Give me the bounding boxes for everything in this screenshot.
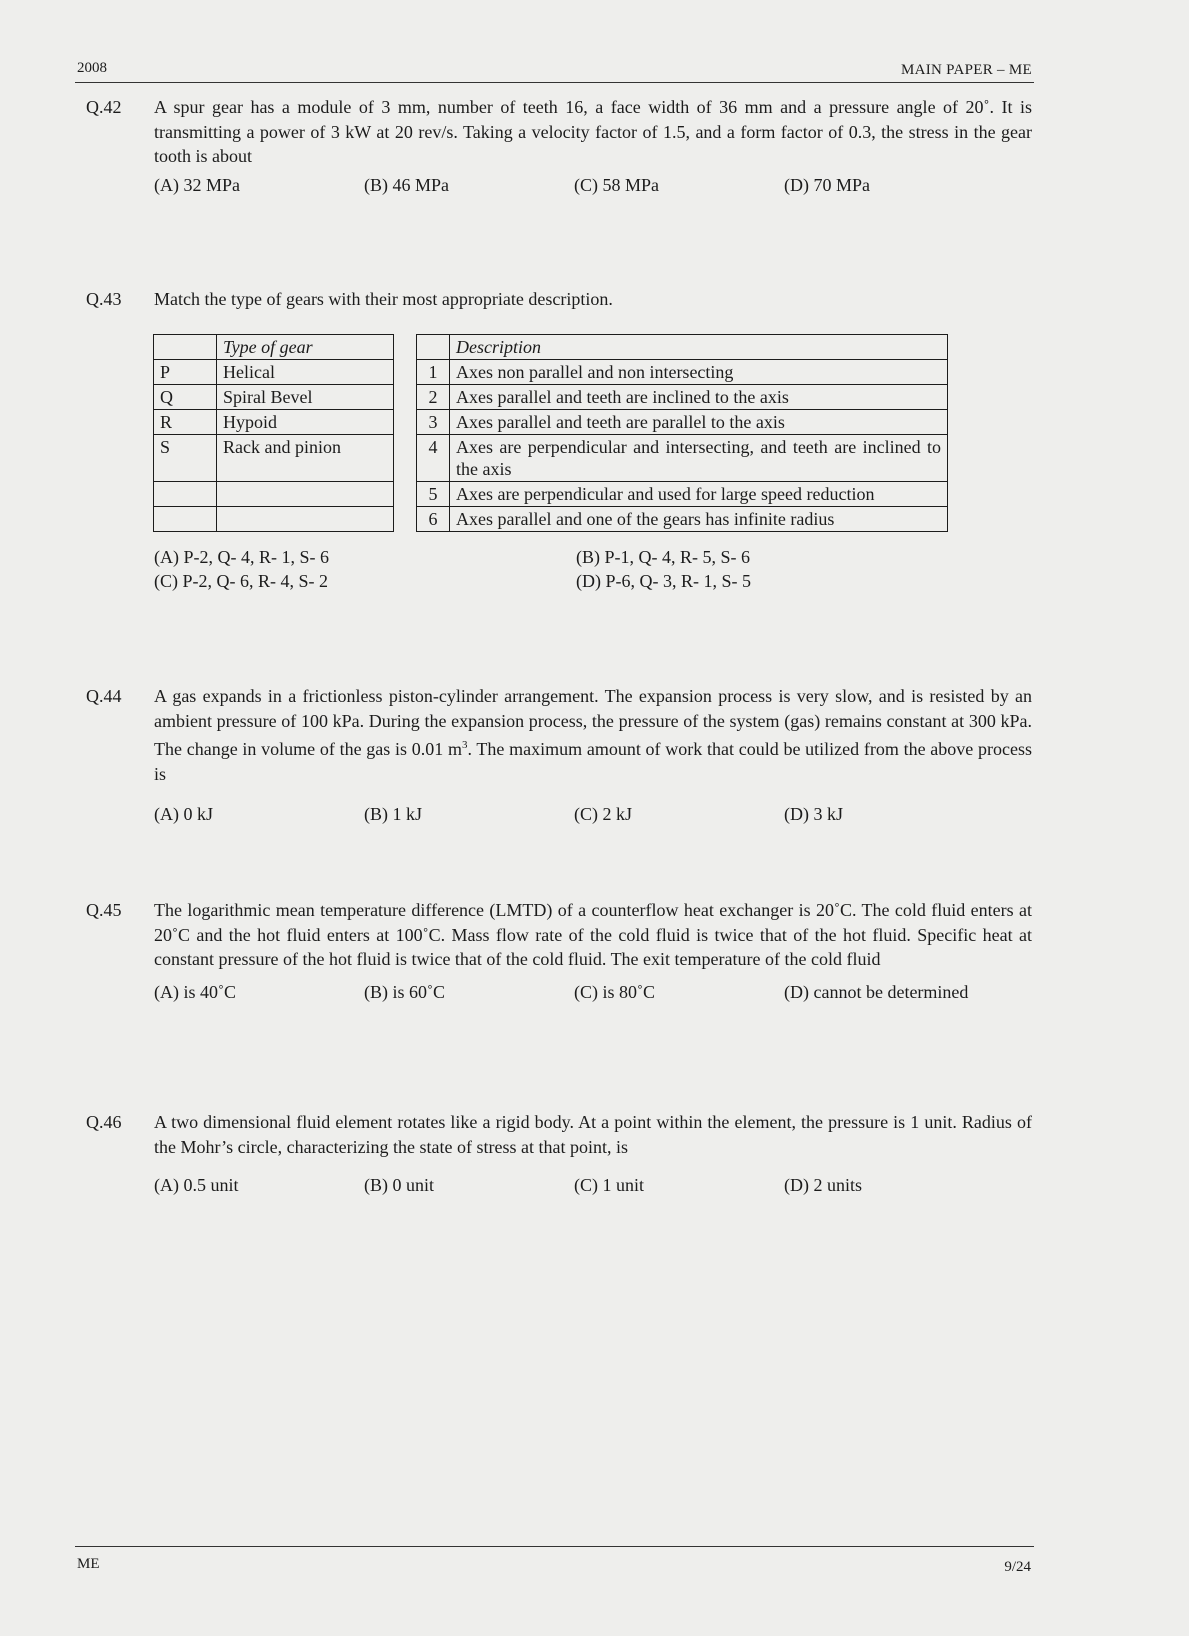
row-code: R [154, 410, 217, 435]
option-d: (D) cannot be determined [784, 981, 969, 1002]
gear-description: Axes parallel and teeth are inclined to the axis [450, 385, 948, 410]
option-a: (A) 32 MPa [154, 174, 240, 195]
row-code: P [154, 360, 217, 385]
option-b: (B) is 60˚C [364, 981, 445, 1002]
question-text-main: A gas expands in a frictionless piston-cylinder arrangement. The expansion process is very slow, and is resisted by an ambient pressure of 100 kPa. During the expansion process, the pressure of the system (gas) remains constant at 300 kPa. The change in volume of the gas is 0.01 m [154, 686, 1032, 759]
footer-paper-code: ME [77, 1556, 100, 1572]
header-paper-title: MAIN PAPER – ME [900, 62, 1032, 78]
gear-type: Hypoid [217, 410, 394, 435]
option-b: (B) 0 unit [364, 1175, 434, 1195]
question-number: Q.42 [86, 97, 122, 117]
gear-description: Axes parallel and one of the gears has infinite radius [450, 507, 948, 532]
options-grid [154, 545, 1032, 595]
question-46 [86, 1110, 1032, 1199]
superscript: 3 [462, 739, 468, 751]
option-c: (C) 1 unit [574, 1175, 644, 1195]
header-year: 2008 [77, 60, 107, 76]
option-d: (D) 3 kJ [784, 804, 843, 824]
gear-description: Axes are perpendicular and intersecting, and teeth are inclined to the axis [450, 435, 948, 482]
question-text: A two dimensional fluid element rotates like a rigid body. At a point within the element, the pressure is 1 unit. Radius of the Mohr’s circle, characterizing the state of stress at that point, is [154, 1112, 1032, 1157]
gear-description: Axes non parallel and non intersecting [450, 360, 948, 385]
question-number: Q.43 [86, 289, 122, 309]
desc-number: 5 [417, 482, 450, 507]
page-number: 9/24 [1004, 1559, 1031, 1575]
left-column-header: Type of gear [217, 335, 394, 360]
option-d: (D) 2 units [784, 1175, 862, 1195]
options-row [154, 980, 1032, 1006]
gear-description: Axes parallel and teeth are parallel to the axis [450, 410, 948, 435]
table-cell [154, 507, 217, 532]
question-text-tail: . The maximum amount of work that could be utilized from the above process is [154, 739, 1032, 784]
option-b: (B) 46 MPa [364, 174, 449, 195]
desc-number: 2 [417, 385, 450, 410]
desc-number: 1 [417, 360, 450, 385]
question-text: Match the type of gears with their most appropriate description. [154, 289, 613, 309]
question-42 [86, 95, 1032, 199]
row-code: Q [154, 385, 217, 410]
options-row [154, 802, 1032, 828]
table-cell [154, 482, 217, 507]
question-44 [86, 684, 1032, 828]
row-code: S [154, 435, 217, 482]
right-column-header: Description [450, 335, 948, 360]
options-row [154, 173, 1032, 199]
desc-number: 6 [417, 507, 450, 532]
question-number: Q.46 [86, 1112, 122, 1132]
option-a: (A) P-2, Q- 4, R- 1, S- 6 [154, 547, 329, 567]
option-a: (A) is 40˚C [154, 981, 236, 1002]
gear-description: Axes are perpendicular and used for large speed reduction [450, 482, 948, 507]
footer-divider [75, 1546, 1034, 1547]
question-text [154, 684, 1032, 786]
question-text: The logarithmic mean temperature difference (LMTD) of a counterflow heat exchanger is 20˚C. The cold fluid enters at 20˚C and the hot fluid enters at 100˚C. Mass flow rate of the cold fluid is twice that of the hot fluid. Specific heat at constant pressure of the hot fluid is twice that of the cold fluid. The exit temperature of the cold fluid [154, 900, 1032, 969]
option-c: (C) is 80˚C [574, 981, 655, 1002]
table-cell [417, 335, 450, 360]
option-b: (B) 1 kJ [364, 804, 422, 824]
desc-number: 3 [417, 410, 450, 435]
table-cell [217, 482, 394, 507]
option-b: (B) P-1, Q- 4, R- 5, S- 6 [576, 547, 750, 567]
question-text: A spur gear has a module of 3 mm, number of teeth 16, a face width of 36 mm and a pressure angle of 20˚. It is transmitting a power of 3 kW at 20 rev/s. Taking a velocity factor of 1.5, and a form factor of 0.3, the stress in the gear tooth is about [154, 97, 1032, 166]
option-d: (D) P-6, Q- 3, R- 1, S- 5 [576, 571, 751, 591]
option-a: (A) 0.5 unit [154, 1175, 239, 1195]
options-row [154, 1173, 1032, 1199]
option-d: (D) 70 MPa [784, 174, 870, 195]
option-a: (A) 0 kJ [154, 804, 213, 824]
question-number: Q.44 [86, 686, 122, 706]
table-cell [217, 507, 394, 532]
option-c: (C) P-2, Q- 6, R- 4, S- 2 [154, 571, 328, 591]
gear-type: Rack and pinion [217, 435, 394, 482]
gear-type: Spiral Bevel [217, 385, 394, 410]
table-cell [154, 335, 217, 360]
option-c: (C) 58 MPa [574, 174, 659, 195]
gear-type: Helical [217, 360, 394, 385]
question-43 [86, 287, 1032, 312]
question-43-options [86, 545, 1032, 595]
question-45 [86, 898, 1032, 1006]
question-number: Q.45 [86, 900, 122, 920]
gear-match-table [153, 334, 948, 532]
option-c: (C) 2 kJ [574, 804, 632, 824]
desc-number: 4 [417, 435, 450, 482]
header-divider [75, 82, 1034, 83]
